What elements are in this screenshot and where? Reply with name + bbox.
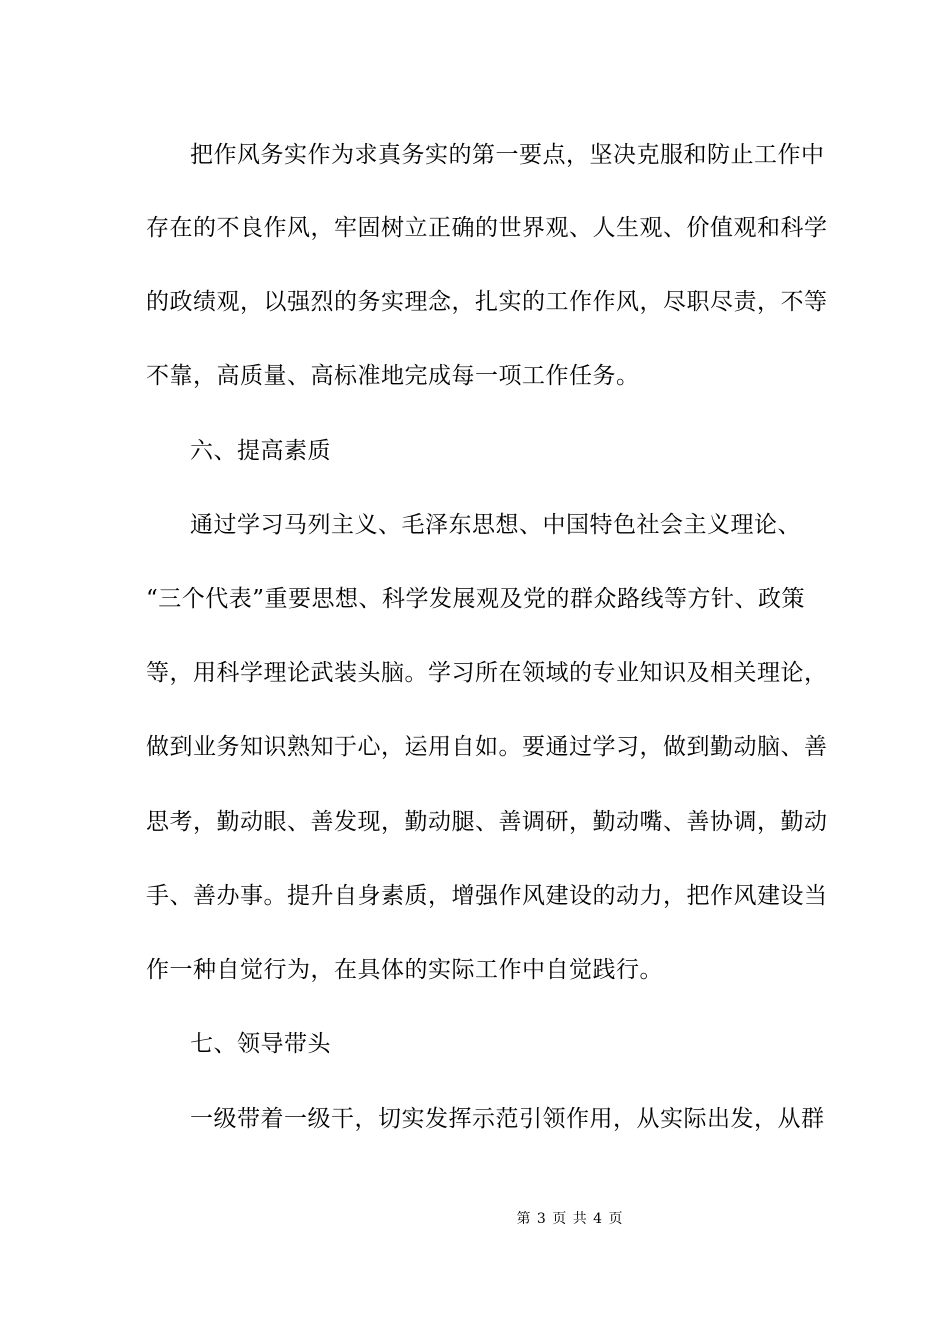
paragraph-line: 不靠，高质量、高标准地完成每一项工作任务。 xyxy=(146,363,640,389)
paragraph-line: 存在的不良作风，牢固树立正确的世界观、人生观、价值观和科学 xyxy=(146,215,828,241)
paragraph-line: 手、善办事。提升自身素质，增强作风建设的动力，把作风建设当 xyxy=(146,883,828,909)
section-heading: 七、领导带头 xyxy=(190,1031,331,1057)
paragraph-line: 作一种自觉行为，在具体的实际工作中自觉践行。 xyxy=(146,957,663,983)
section-heading: 六、提高素质 xyxy=(190,438,331,464)
paragraph-line: 等，用科学理论武装头脑。学习所在领域的专业知识及相关理论， xyxy=(146,660,828,686)
paragraph-line: 的政绩观，以强烈的务实理念，扎实的工作作风，尽职尽责，不等 xyxy=(146,289,828,315)
paragraph-line: 一级带着一级干，切实发挥示范引领作用，从实际出发，从群 xyxy=(190,1106,825,1132)
paragraph-line: “三个代表”重要思想、科学发展观及党的群众路线等方针、政策 xyxy=(146,586,806,612)
paragraph-line: 把作风务实作为求真务实的第一要点，坚决克服和防止工作中 xyxy=(190,142,825,168)
paragraph-line: 思考，勤动眼、善发现，勤动腿、善调研，勤动嘴、善协调，勤动 xyxy=(146,809,828,835)
page-number: 第 3 页 共 4 页 xyxy=(516,1211,624,1227)
paragraph-line: 通过学习马列主义、毛泽东思想、中国特色社会主义理论、 xyxy=(190,512,801,538)
paragraph-line: 做到业务知识熟知于心，运用自如。要通过学习，做到勤动脑、善 xyxy=(146,734,828,760)
